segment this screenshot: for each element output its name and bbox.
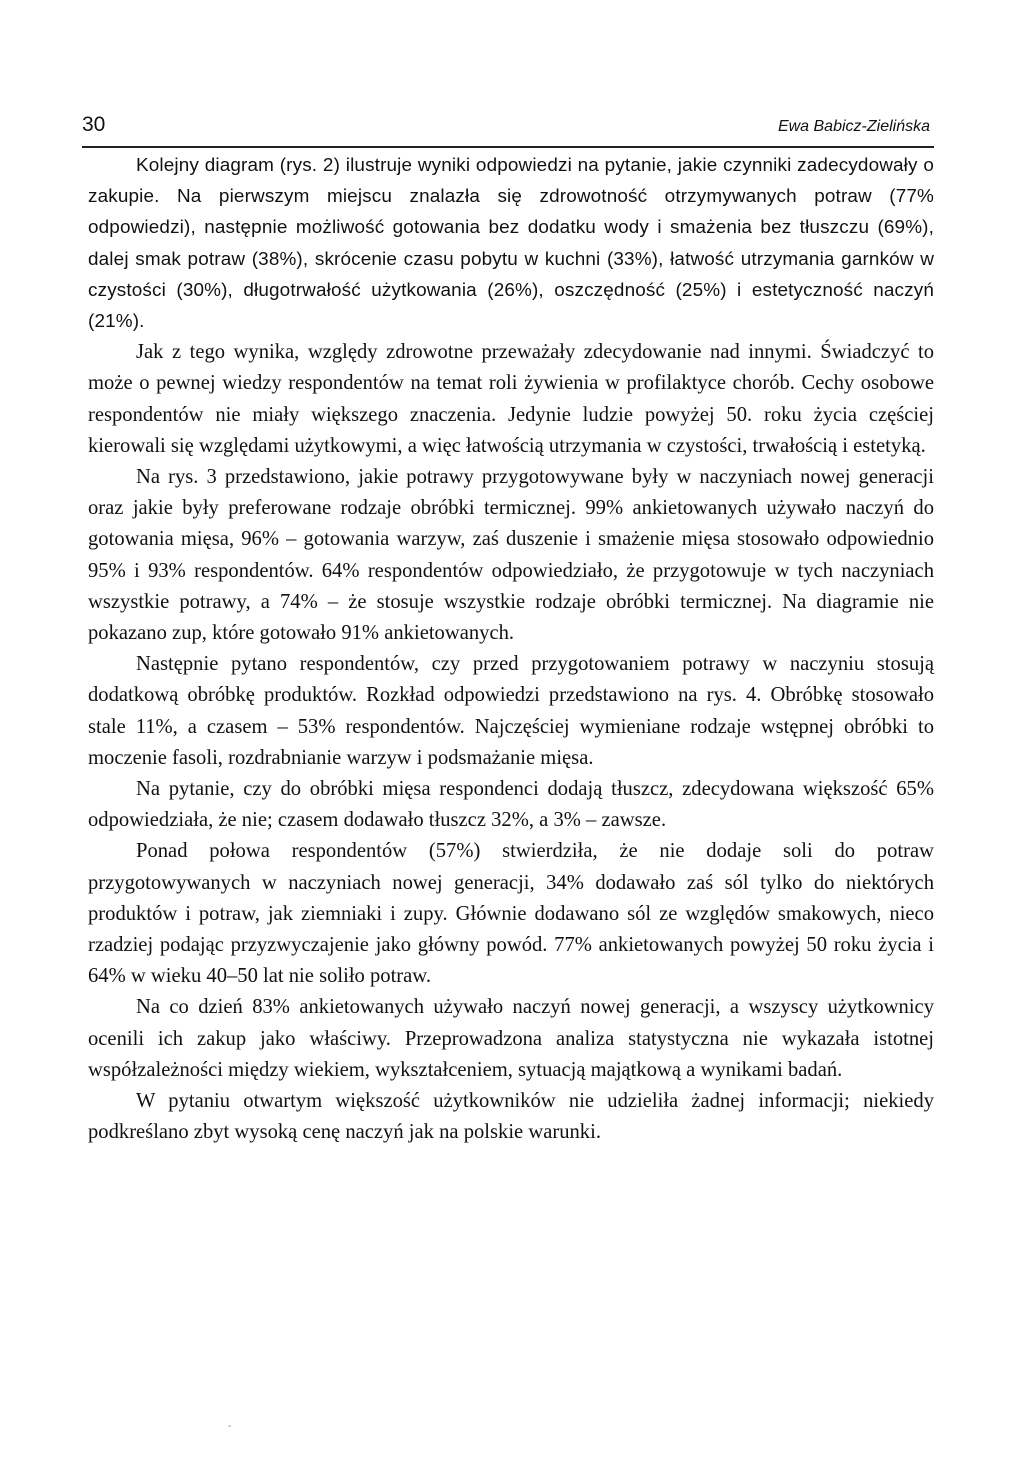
paragraph: Jak z tego wynika, względy zdrowotne przeważały zdecydowanie nad innymi. Świadczyć to może o pewnej wiedzy respondentów na temat roli żywienia w profilaktyce chorób. Cechy osobowe respondentów nie miały większego znaczenia. Jedynie ludzie powyżej 50. roku życia częściej kierowali się względami użytkowymi, a więc łatwością utrzymania w czystości, trwałością i estetyką. xyxy=(88,341,934,457)
paragraph: Na rys. 3 przedstawiono, jakie potrawy przygotowywane były w naczyniach nowej generacji oraz jakie były preferowane rodzaje obróbki termicznej. 99% ankietowanych używało naczyń do gotowania mięsa, 96% – gotowania warzyw, zaś duszenie i smażenie mięsa stosowało odpowiednio 95% i 93% respondentów. 64% respondentów odpowiedziało, że przygotowuje w tych naczyniach wszystkie potrawy, a 74% – że stosuje wszystkie rodzaje obróbki termicznej. Na diagramie nie pokazano zup, które gotowało 91% ankietowanych. xyxy=(88,466,934,645)
page-header xyxy=(82,112,934,148)
paragraph: Ponad połowa respondentów (57%) stwierdziła, że nie dodaje soli do potraw przygotowywanych w naczyniach nowej generacji, 34% dodawało zaś sól tylko do niektórych produktów i potraw, jak ziemniaki i zupy. Głównie dodawano sól ze względów smakowych, nieco rzadziej podając przyzwyczajenie jako główny powód. 77% ankietowanych powyżej 50 roku życia i 64% w wieku 40–50 lat nie soliło potraw. xyxy=(88,840,934,988)
paragraph: Kolejny diagram (rys. 2) ilustruje wyniki odpowiedzi na pytanie, jakie czynniki zadecydowały o zakupie. Na pierwszym miejscu znalazła się zdrowotność otrzymywanych potraw (77% odpowiedzi), następnie możliwość gotowania bez dodatku wody i smażenia bez tłuszczu (69%), dalej smak potraw (38%), skrócenie czasu pobytu w kuchni (33%), łatwość utrzymania garnków w czystości (30%), długotrwałość użytkowania (26%), oszczędność (25%) i estetyczność naczyń (21%). xyxy=(88,155,934,333)
page-number: 30 xyxy=(82,113,106,136)
body-text xyxy=(88,150,934,1149)
paragraph: Następnie pytano respondentów, czy przed przygotowaniem potrawy w naczyniu stosują dodatkową obróbkę produktów. Rozkład odpowiedzi przedstawiono na rys. 4. Obróbkę stosowało stale 11%, a czasem – 53% respondentów. Najczęściej wymieniane rodzaje wstępnej obróbki to moczenie fasoli, rozdrabnianie warzyw i podsmażanie mięsa. xyxy=(88,653,934,769)
paragraph: Na co dzień 83% ankietowanych używało naczyń nowej generacji, a wszyscy użytkownicy ocenili ich zakup jako właściwy. Przeprowadzona analiza statystyczna nie wykazała istotnej współzależności między wiekiem, wykształceniem, sytuacją majątkową a wynikami badań. xyxy=(88,996,934,1081)
running-head-author: Ewa Babicz-Zielińska xyxy=(777,118,930,135)
scan-speck: - xyxy=(228,1421,232,1432)
paragraph: W pytaniu otwartym większość użytkowników nie udzieliła żadnej informacji; niekiedy podkreślano zbyt wysoką cenę naczyń jak na polskie warunki. xyxy=(88,1090,934,1144)
paragraph: Na pytanie, czy do obróbki mięsa respondenci dodają tłuszcz, zdecydowana większość 65% odpowiedziała, że nie; czasem dodawało tłuszcz 32%, a 3% – zawsze. xyxy=(88,778,934,832)
